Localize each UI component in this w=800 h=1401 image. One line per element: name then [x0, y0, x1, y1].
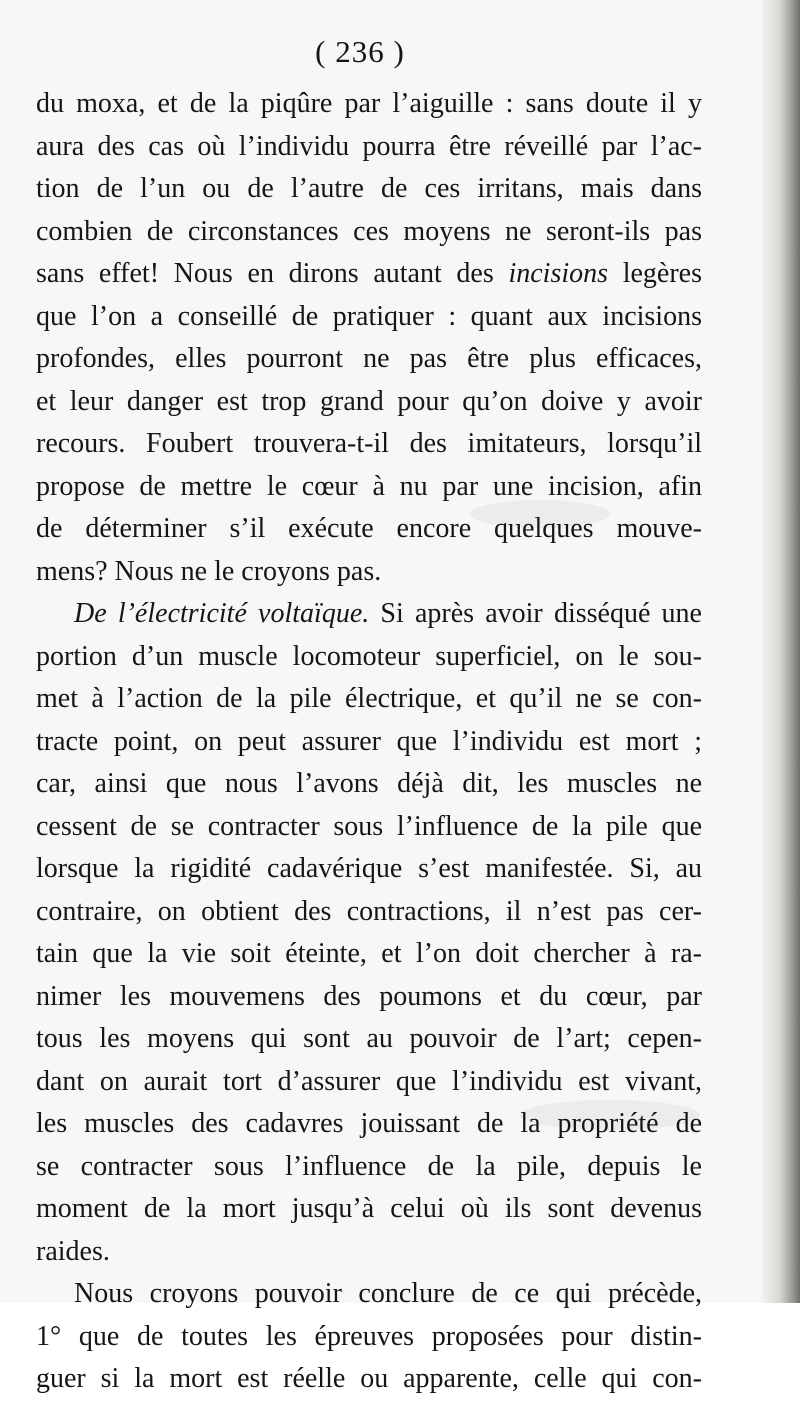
- text-line: portion d’un muscle locomoteur superficiel, on le sou-: [36, 640, 702, 672]
- text-line: se contracter sous l’influence de la pile, depuis le: [36, 1150, 702, 1182]
- paragraph-moxa: [36, 83, 702, 593]
- text-line: propose de mettre le cœur à nu par une incision, afin: [36, 470, 702, 502]
- text-line: et leur danger est trop grand pour qu’on doive y avoir: [36, 385, 702, 417]
- text-line: met à l’action de la pile électrique, et qu’il ne se con-: [36, 683, 702, 714]
- section-heading-line: [36, 593, 702, 636]
- text-run: legères: [608, 258, 702, 289]
- text-line: tain que la vie soit éteinte, et l’on doit chercher à ra-: [36, 938, 702, 969]
- text-line: recours. Foubert trouvera-t-il des imitateurs, lorsqu’il: [36, 428, 702, 459]
- text-line: 1° que de toutes les épreuves proposées pour distin-: [36, 1320, 702, 1352]
- text-line: les muscles des cadavres jouissant de la propriété de: [36, 1108, 702, 1139]
- text-line: lorsque la rigidité cadavérique s’est manifestée. Si, au: [36, 853, 702, 884]
- text-line: dant on aurait tort d’assurer que l’individu est vivant,: [36, 1065, 702, 1097]
- page-edge-shadow: [762, 0, 800, 1303]
- text-run: Si après avoir disséqué une: [369, 598, 702, 629]
- paragraph-conclusion: [36, 1273, 702, 1401]
- text-line: nimer les mouvemens des poumons et du cœur, par: [36, 980, 702, 1012]
- text-line: combien de circonstances ces moyens ne seront-ils pas: [36, 215, 702, 247]
- page-number: ( 236 ): [315, 34, 405, 69]
- text-line: Nous croyons pouvoir conclure de ce qui précède,: [74, 1278, 702, 1309]
- section-heading: De l’électricité voltaïque.: [74, 598, 370, 629]
- body-text: [36, 83, 702, 1401]
- paragraph-electricite: [36, 593, 702, 1273]
- text-line: du moxa, et de la piqûre par l’aiguille : sans doute il y: [36, 88, 702, 119]
- text-line: contraire, on obtient des contractions, il n’est pas cer-: [36, 895, 702, 927]
- text-run: sans effet! Nous en dirons autant des: [36, 258, 509, 289]
- text-line-incisions: [36, 253, 702, 296]
- text-line: tous les moyens qui sont au pouvoir de l’art; cepen-: [36, 1023, 702, 1054]
- text-line: tion de l’un ou de l’autre de ces irritans, mais dans: [36, 173, 702, 204]
- text-line: raides.: [36, 1235, 110, 1267]
- text-line: car, ainsi que nous l’avons déjà dit, les muscles ne: [36, 768, 702, 799]
- text-line: moment de la mort jusqu’à celui où ils sont devenus: [36, 1193, 702, 1224]
- text-line: profondes, elles pourront ne pas être plus efficaces,: [36, 343, 702, 374]
- text-line: aura des cas où l’individu pourra être réveillé par l’ac-: [36, 130, 702, 162]
- text-line: cessent de se contracter sous l’influence de la pile que: [36, 810, 702, 842]
- text-line: de déterminer s’il exécute encore quelques mouve-: [36, 513, 702, 544]
- text-line: tracte point, on peut assurer que l’individu est mort ;: [36, 725, 702, 757]
- text-line: guer si la mort est réelle ou apparente, celle qui con-: [36, 1363, 702, 1394]
- text-line: que l’on a conseillé de pratiquer : quant aux incisions: [36, 300, 702, 332]
- text-line: mens? Nous ne le croyons pas.: [36, 555, 382, 587]
- italic-term-incisions: incisions: [508, 258, 609, 289]
